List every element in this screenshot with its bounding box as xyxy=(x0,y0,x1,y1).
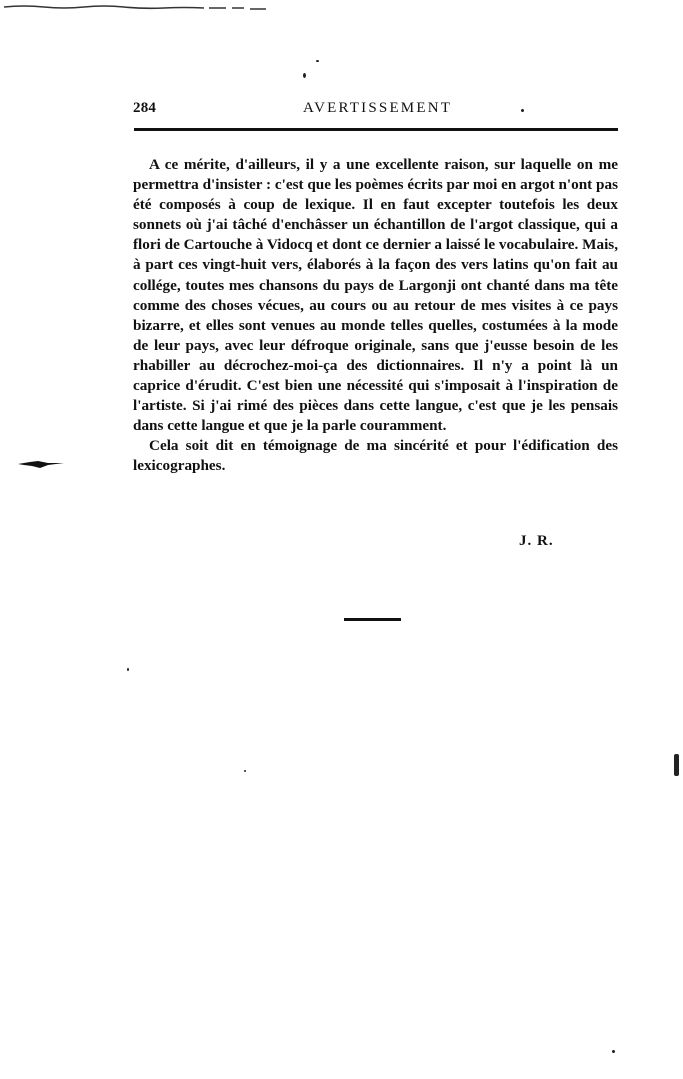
signature: J. R. xyxy=(519,533,554,549)
body-text xyxy=(133,155,618,477)
paragraph: A ce mérite, d'ailleurs, il y a une excellente raison, sur laquelle on me permettra d'insister : c'est que les poèmes écrits par moi en argot n'ont pas été composés à coup de lexique. Il en faut excepter toutefois les deux sonnets où j'ai tâché d'enchâsser un échantillon de l'argot classique, qui a flori de Cartouche à Vidocq et dont ce dernier a laissé le vocabulaire. Mais, à part ces vingt-huit vers, élaborés à la façon des vers latins qu'on fait au collége, toutes mes chansons du pays de Largonji ont chanté dans ma tête comme des choses vécues, au cours ou au retour de mes visites à ce pays bizarre, et elles sont venues au monde telles quelles, costumées à la mode de leur pays, avec leur défroque originale, sans que j'eusse besoin de les rhabiller au décrochez-moi-ça des dictionnaires. Il n'y a point là un caprice d'érudit. C'est bien une nécessité qui s'imposait à l'inspiration de l'artiste. Si j'ai rimé des pièces dans cette langue, c'est que je les pensais dans cette langue et que je la parle couramment. xyxy=(133,156,618,435)
page-number: 284 xyxy=(133,100,157,116)
header-rule xyxy=(134,128,618,131)
end-rule xyxy=(344,618,401,621)
ink-blot xyxy=(18,459,64,469)
running-title: AVERTISSEMENT xyxy=(303,100,453,116)
speck xyxy=(612,1050,615,1053)
scan-artifact-line xyxy=(4,4,266,10)
speck xyxy=(316,60,319,62)
page-header xyxy=(133,100,618,122)
speck xyxy=(127,668,129,671)
speck xyxy=(303,73,306,78)
speck xyxy=(244,770,246,772)
paragraph: Cela soit dit en témoignage de ma sincérité et pour l'édification des lexicographes. xyxy=(133,437,618,475)
edge-mark xyxy=(674,754,679,776)
